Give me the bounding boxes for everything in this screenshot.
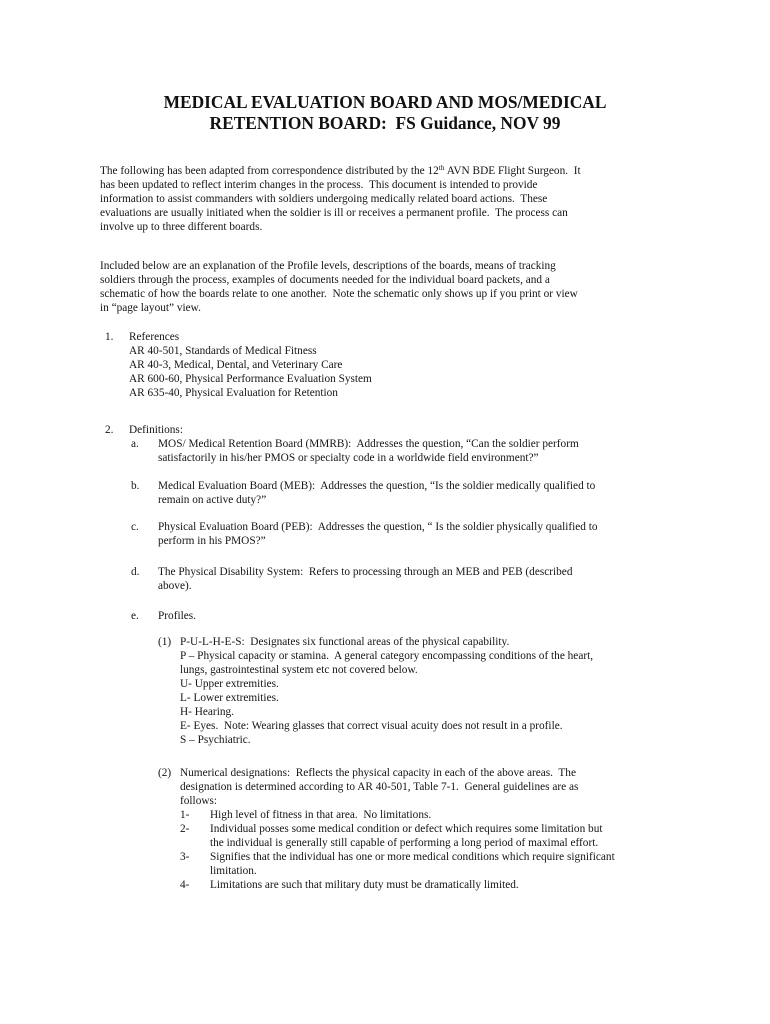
pulhes-body [180, 635, 670, 747]
item-label: e. [131, 610, 139, 622]
paragraph-line: has been updated to reflect interim changes in the process. This document is intended to provide [100, 179, 538, 191]
numerical-item [158, 766, 670, 892]
item-label: 2- [180, 823, 190, 835]
item-text [210, 808, 670, 822]
item-text [210, 878, 670, 892]
pulhes-line: H- Hearing. [180, 706, 234, 718]
pulhes-line: P – Physical capacity or stamina. A general category encompassing conditions of the heart, [180, 650, 594, 662]
item-label: b. [131, 480, 140, 492]
references-heading: References [129, 331, 180, 343]
item-label: c. [131, 521, 139, 533]
item-label: (2) [158, 767, 172, 779]
paragraph-line [100, 161, 670, 178]
item-text [158, 479, 670, 507]
item-text-line: the individual is generally still capable of performing a long period of maximal effort. [210, 837, 599, 849]
item-text-line: Profiles. [158, 610, 196, 622]
paragraph-line: schematic of how the boards relate to one another. Note the schematic only shows up if you print or view [100, 288, 578, 300]
item-text-line: satisfactorily in his/her PMOS or specialty code in a worldwide field environment?” [158, 452, 539, 464]
item-text-line: Medical Evaluation Board (MEB): Addresses the question, “Is the soldier medically qualified to [158, 480, 596, 492]
paragraph-line: Included below are an explanation of the Profile levels, descriptions of the boards, means of tracking [100, 260, 556, 272]
intro-paragraph-2 [100, 259, 670, 315]
item-text-line: Individual posses some medical condition or defect which requires some limitation but [210, 823, 603, 835]
item-text [210, 850, 670, 878]
item-text-line: Physical Evaluation Board (PEB): Addresses the question, “ Is the soldier physically qualified to [158, 521, 598, 533]
item-text-line: limitation. [210, 865, 257, 877]
paragraph-line: soldiers through the process, examples of documents needed for the individual board packets, and a [100, 274, 550, 286]
intro-p1-line1-post: AVN BDE Flight Surgeon. It [444, 165, 581, 177]
pulhes-line: L- Lower extremities. [180, 692, 279, 704]
item-text [158, 609, 670, 623]
item-text-line: above). [158, 580, 192, 592]
pulhes-line: P-U-L-H-E-S: Designates six functional areas of the physical capability. [180, 636, 510, 648]
definitions-section [100, 423, 670, 892]
numerical-subitem-2 [180, 822, 670, 850]
numerical-subitem-4 [180, 878, 670, 892]
ordinal-superscript: th [438, 163, 445, 172]
pulhes-line: E- Eyes. Note: Wearing glasses that correct visual acuity does not result in a profile. [180, 720, 563, 732]
paragraph-line: in “page layout” view. [100, 302, 201, 314]
numerical-intro-line: follows: [180, 795, 218, 807]
item-text [158, 565, 670, 593]
reference-item: AR 635-40, Physical Evaluation for Retention [129, 387, 338, 399]
intro-paragraph-1 [100, 161, 670, 234]
paragraph-line: evaluations are usually initiated when the soldier is ill or receives a permanent profile. The process can [100, 207, 568, 219]
definition-item-a [129, 437, 670, 465]
definition-item-b [129, 479, 670, 507]
item-text-line: MOS/ Medical Retention Board (MMRB): Addresses the question, “Can the soldier perform [158, 438, 579, 450]
item-label: 1- [180, 809, 190, 821]
reference-item: AR 600-60, Physical Performance Evaluation System [129, 373, 372, 385]
reference-item: AR 40-3, Medical, Dental, and Veterinary Care [129, 359, 343, 371]
pulhes-line: S – Psychiatric. [180, 734, 251, 746]
item-text-line: High level of fitness in that area. No limitations. [210, 809, 432, 821]
item-label: (1) [158, 636, 172, 648]
item-text-line: Signifies that the individual has one or more medical conditions which require significant [210, 851, 615, 863]
definitions-number: 2. [105, 424, 114, 436]
item-text-line: Limitations are such that military duty must be dramatically limited. [210, 879, 519, 891]
numerical-intro-line: Numerical designations: Reflects the physical capacity in each of the above areas. The [180, 767, 576, 779]
intro-p1-line1-pre: The following has been adapted from correspondence distributed by the 12 [100, 165, 439, 177]
definitions-body [129, 423, 670, 892]
item-label: 3- [180, 851, 190, 863]
title-line-1: MEDICAL EVALUATION BOARD AND MOS/MEDICAL [163, 92, 607, 112]
item-text-line: perform in his PMOS?” [158, 535, 266, 547]
definition-item-e [129, 609, 670, 623]
definition-item-d [129, 565, 670, 593]
item-text-line: remain on active duty?” [158, 494, 267, 506]
pulhes-line: U- Upper extremities. [180, 678, 279, 690]
item-label: d. [131, 566, 140, 578]
pulhes-line: lungs, gastrointestinal system etc not covered below. [180, 664, 418, 676]
paragraph-line: information to assist commanders with soldiers undergoing medically related board actions. These [100, 193, 548, 205]
references-body [129, 330, 670, 400]
pulhes-item [158, 635, 670, 747]
numerical-body [180, 766, 670, 892]
item-text-line: The Physical Disability System: Refers to processing through an MEB and PEB (described [158, 566, 573, 578]
references-section [100, 330, 670, 400]
item-text [158, 520, 670, 548]
item-text [210, 822, 670, 850]
numerical-subitem-1 [180, 808, 670, 822]
paragraph-line: involve up to three different boards. [100, 221, 263, 233]
references-number: 1. [105, 331, 114, 343]
item-label: a. [131, 438, 139, 450]
numerical-subitem-3 [180, 850, 670, 878]
numerical-intro-line: designation is determined according to AR 40-501, Table 7-1. General guidelines are as [180, 781, 579, 793]
item-text [158, 437, 670, 465]
definition-item-c [129, 520, 670, 548]
title-line-2: RETENTION BOARD: FS Guidance, NOV 99 [209, 113, 561, 133]
document-title [100, 92, 670, 134]
item-label: 4- [180, 879, 190, 891]
definitions-heading: Definitions: [129, 424, 183, 436]
reference-item: AR 40-501, Standards of Medical Fitness [129, 345, 317, 357]
